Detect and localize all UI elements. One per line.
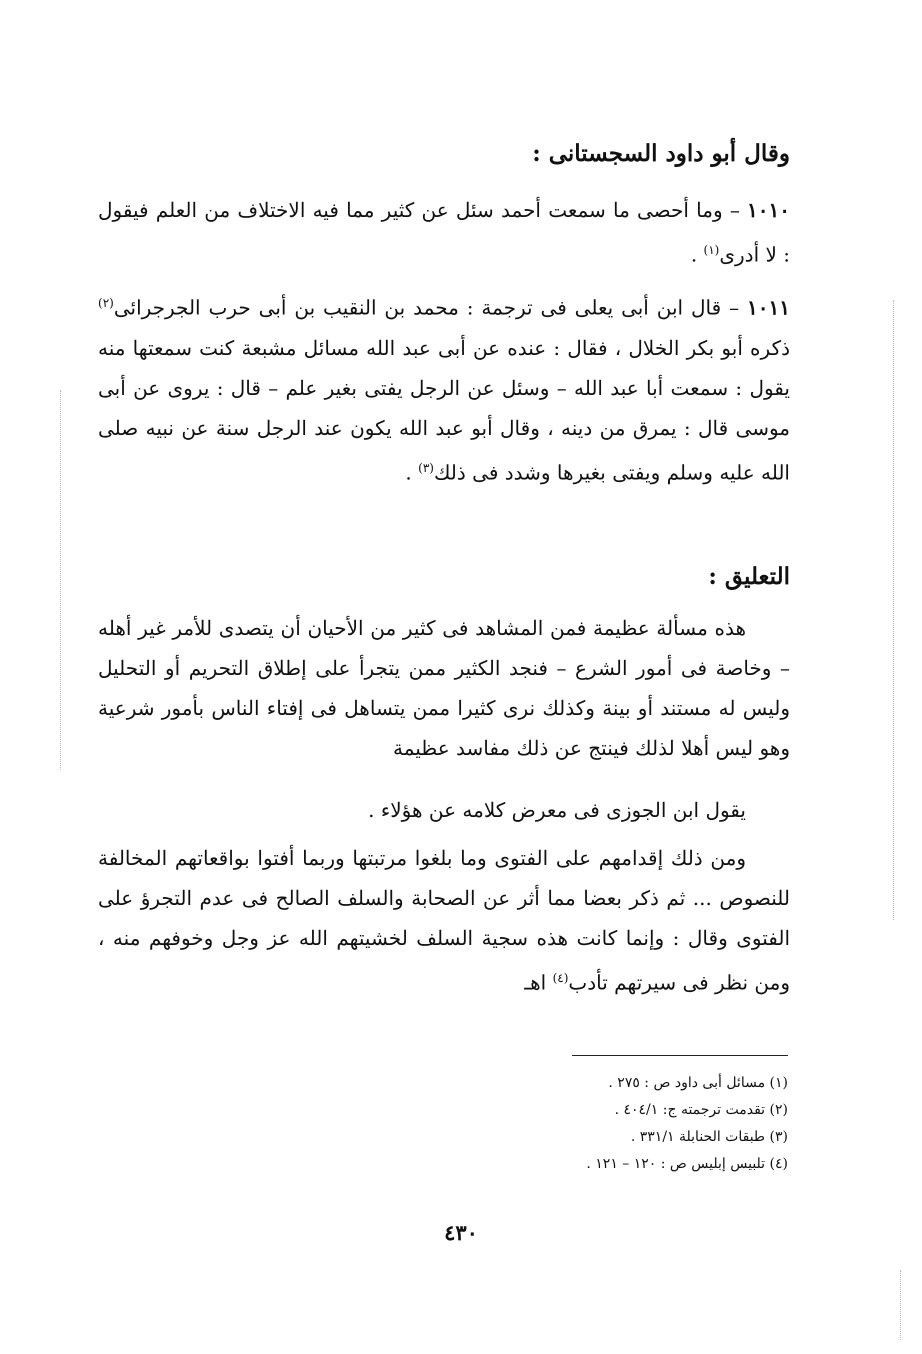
footnote-1: (١) مسائل أبى داود ص : ٢٧٥ . bbox=[608, 1075, 788, 1091]
entry-1011 bbox=[98, 283, 790, 492]
entry-text-b: ذكره أبو بكر الخلال ، فقال : عنده عن أبى عبد الله مسائل مشبعة كنت سمعتها منه يقول : سمعت أبا عبد الله – وسئل عن الرجل يفتى بغير علم – قال : يروى عن أبى موسى قال : يمرق من دينه ، وقال أبو عبد الله يكون عند الرجل سنة عن نبيه صلى الله عليه وسلم ويفتى بغيرها وشدد فى ذلك bbox=[98, 335, 790, 485]
footnote-ref: (٣) bbox=[418, 460, 434, 475]
footnote-ref: (٢) bbox=[98, 296, 114, 310]
entry-end: . bbox=[690, 242, 704, 267]
page-number: ٤٣٠ bbox=[444, 1220, 478, 1245]
entry-number: ١٠١١ bbox=[747, 295, 790, 320]
footnote-3: (٣) طبقات الحنابلة ٣٣١/١ . bbox=[630, 1129, 788, 1145]
footnote-ref: (٤) bbox=[552, 971, 569, 985]
footnote-ref: (١) bbox=[703, 243, 720, 257]
footnote-4: (٤) تلبيس إبليس ص : ١٢٠ – ١٢١ . bbox=[586, 1156, 788, 1172]
entry-end: . bbox=[405, 460, 419, 485]
entry-number: ١٠١٠ bbox=[747, 198, 790, 222]
commentary-paragraph-1: هذه مسألة عظيمة فمن المشاهد فى كثير من الأحيان أن يتصدى للأمر غير أهله – وخاصة فى أمور الشرع – فنجد الكثير ممن يتجرأ على إطلاق التحريم أو التحليل وليس له مستند أو بينة وكذلك نرى كثيرا ممن يتساهل فى إفتاء الناس بأمور شرعية وهو ليس أهلا لذلك فينتج عن ذلك مفاسد عظيمة bbox=[98, 616, 790, 760]
quote-end: اهـ bbox=[524, 970, 553, 995]
entry-1010 bbox=[98, 190, 790, 275]
entry-text-a: – قال ابن أبى يعلى فى ترجمة : محمد بن النقيب بن أبى حرب الجرجرائى bbox=[113, 295, 748, 320]
quote-text: ومن ذلك إقدامهم على الفتوى وما بلغوا مرتبتها وربما أفتوا بواقعاتهم المخالفة للنصوص ... ثم ذكر بعضا مما أثر عن الصحابة والسلف الصالح فى عدم التجرؤ على الفتوى وقال : وإنما كانت هذه سجية السلف لخشيتهم الله عز وجل وخوفهم منه ، ومن نظر فى سيرتهم تأدب bbox=[98, 846, 790, 995]
commentary-paragraph-2: يقول ابن الجوزى فى معرض كلامه عن هؤلاء . bbox=[368, 798, 746, 822]
scan-noise-right bbox=[893, 300, 894, 920]
section-heading: وقال أبو داود السجستانى : bbox=[532, 140, 790, 167]
scan-noise-left bbox=[60, 390, 61, 770]
footnotes bbox=[368, 1070, 788, 1178]
footnote-2: (٢) تقدمت ترجمته ج: ٤٠٤/١ . bbox=[614, 1102, 788, 1118]
scan-noise-bottom bbox=[900, 1270, 901, 1340]
commentary-paragraph-3 bbox=[98, 838, 790, 1003]
entry-text: – وما أحصى ما سمعت أحمد سئل عن كثير مما فيه الاختلاف من العلم فيقول : لا أدرى bbox=[98, 198, 790, 267]
commentary-heading: التعليق : bbox=[708, 563, 790, 590]
footnote-separator bbox=[572, 1055, 788, 1056]
